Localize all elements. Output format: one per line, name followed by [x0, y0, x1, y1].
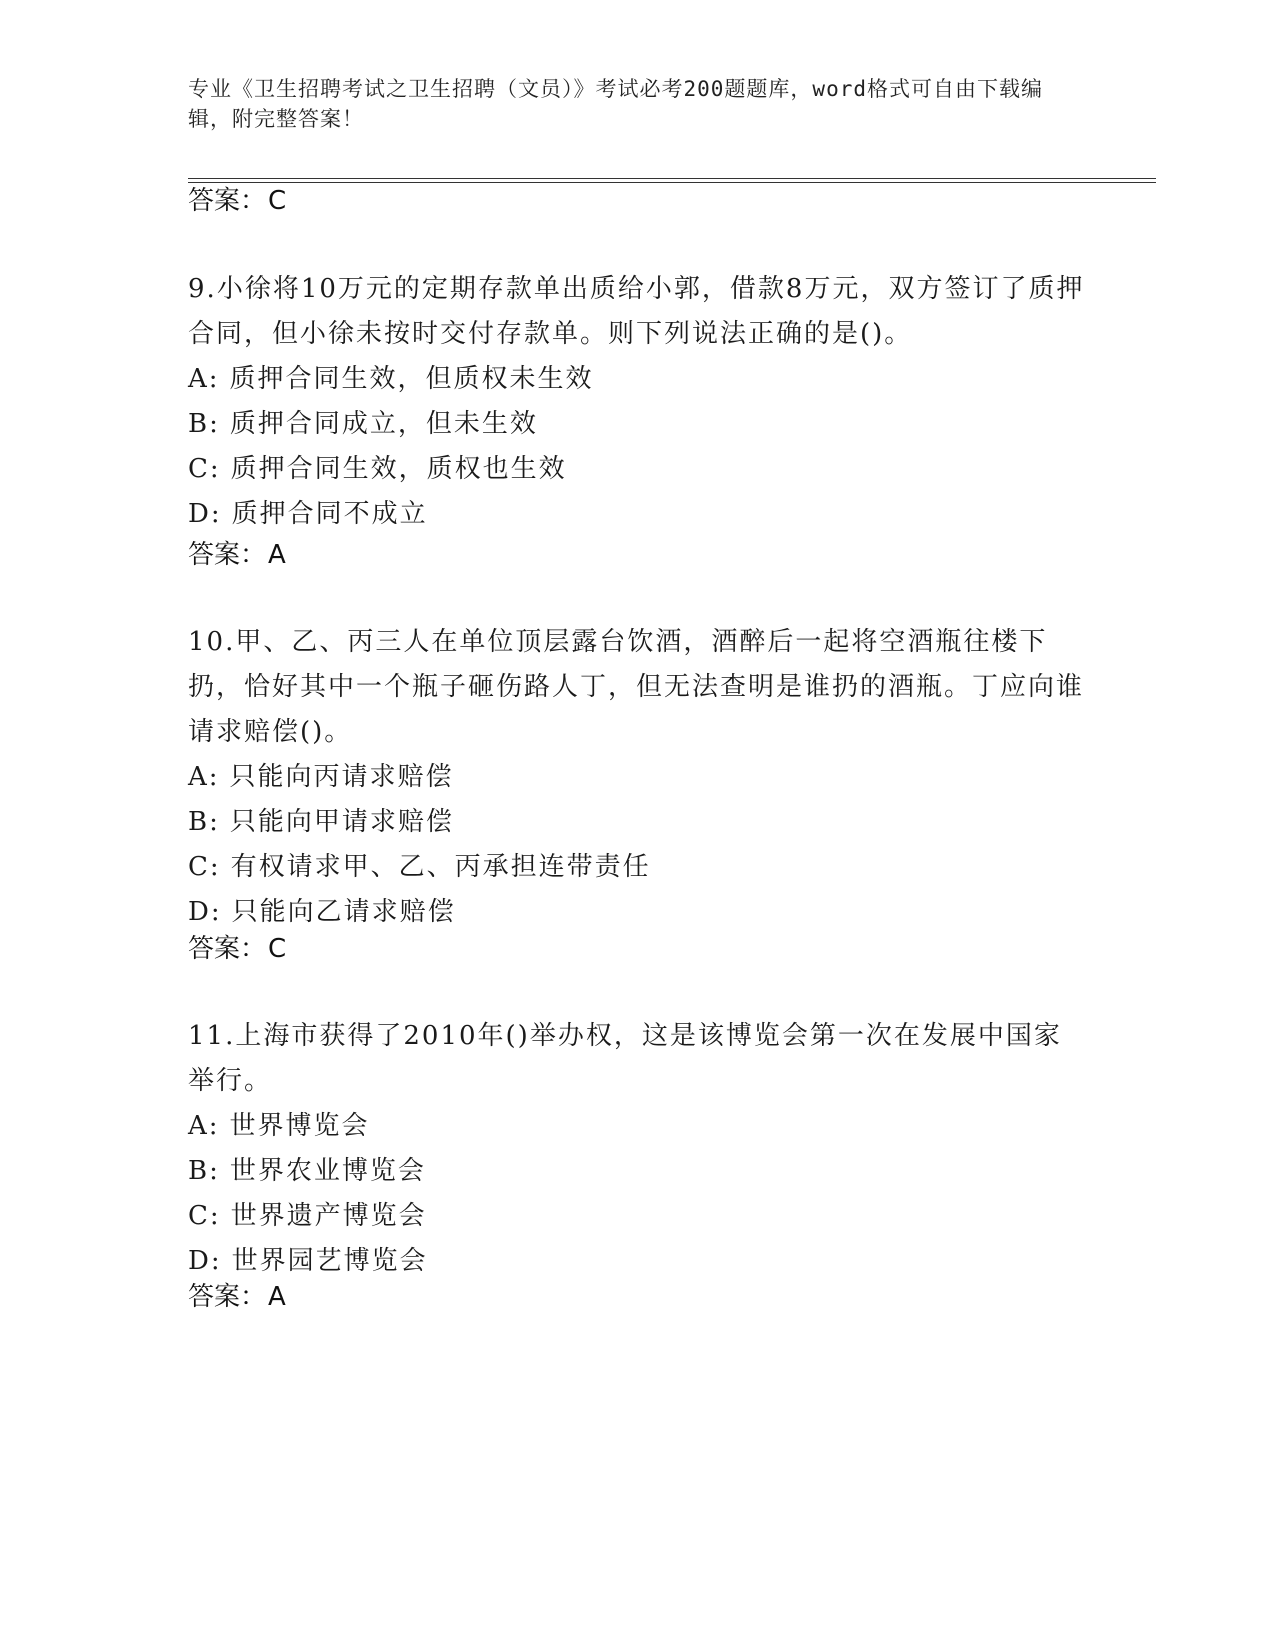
question-number: 11. [188, 1021, 236, 1051]
option-text: 世界农业博览会 [229, 1156, 426, 1186]
question-text: 甲、乙、丙三人在单位顶层露台饮酒，酒醉后一起将空酒瓶往楼下扔，恰好其中一个瓶子砸伤路人丁，但无法查明是谁扔的酒瓶。丁应向谁请求赔偿()。 [188, 627, 1085, 747]
option-a [188, 357, 1088, 402]
option-text: 质押合同不成立 [231, 499, 428, 529]
answer-value: C [268, 186, 287, 216]
answer-line [188, 1280, 286, 1314]
option-key: A: [188, 364, 220, 394]
option-c [188, 447, 1088, 492]
option-text: 世界园艺博览会 [231, 1246, 428, 1276]
option-key: C: [188, 1201, 221, 1231]
question-text: 小徐将10万元的定期存款单出质给小郭，借款8万元，双方签订了质押合同，但小徐未按时交付存款单。则下列说法正确的是()。 [188, 274, 1085, 349]
question-stem [188, 620, 1088, 755]
answer-value: A [268, 540, 286, 570]
option-key: C: [188, 454, 221, 484]
question-number: 9. [188, 274, 217, 304]
option-b [188, 402, 1088, 447]
option-key: B: [188, 807, 220, 837]
option-text: 质押合同成立，但未生效 [229, 409, 538, 439]
option-c [188, 845, 1088, 890]
question-stem [188, 267, 1088, 357]
option-a [188, 1104, 1088, 1149]
option-key: C: [188, 852, 221, 882]
option-text: 质押合同生效，但质权未生效 [229, 364, 594, 394]
option-text: 只能向乙请求赔偿 [231, 897, 456, 927]
option-d [188, 1239, 1088, 1284]
option-text: 只能向丙请求赔偿 [229, 762, 454, 792]
question-10 [188, 620, 1088, 935]
option-c [188, 1194, 1088, 1239]
answer-label: 答案： [188, 934, 267, 964]
answer-label: 答案： [188, 186, 267, 216]
header-title: 专业《卫生招聘考试之卫生招聘（文员）》考试必考200题题库，word格式可自由下载编辑，附完整答案！ [188, 77, 1043, 131]
answer-line [188, 184, 286, 218]
option-key: D: [188, 1246, 222, 1276]
option-d [188, 890, 1088, 935]
option-key: D: [188, 499, 222, 529]
question-stem [188, 1014, 1088, 1104]
option-key: B: [188, 1156, 220, 1186]
option-key: B: [188, 409, 220, 439]
question-11 [188, 1014, 1088, 1284]
answer-label: 答案： [188, 1282, 267, 1312]
question-number: 10. [188, 627, 236, 657]
option-d [188, 492, 1088, 537]
answer-value: C [268, 934, 287, 964]
header-divider [188, 178, 1156, 183]
option-text: 世界遗产博览会 [230, 1201, 427, 1231]
answer-label: 答案： [188, 540, 267, 570]
answer-line [188, 932, 286, 966]
page-header [188, 74, 1068, 134]
option-text: 只能向甲请求赔偿 [229, 807, 454, 837]
option-key: A: [188, 762, 220, 792]
question-9 [188, 267, 1088, 537]
option-b [188, 800, 1088, 845]
option-text: 有权请求甲、乙、丙承担连带责任 [230, 852, 651, 882]
option-key: A: [188, 1111, 220, 1141]
option-a [188, 755, 1088, 800]
option-b [188, 1149, 1088, 1194]
option-text: 世界博览会 [229, 1111, 370, 1141]
question-text: 上海市获得了2010年()举办权，这是该博览会第一次在发展中国家举行。 [188, 1021, 1062, 1096]
option-text: 质押合同生效，质权也生效 [230, 454, 567, 484]
answer-value: A [268, 1282, 286, 1312]
option-key: D: [188, 897, 222, 927]
answer-line [188, 538, 286, 572]
